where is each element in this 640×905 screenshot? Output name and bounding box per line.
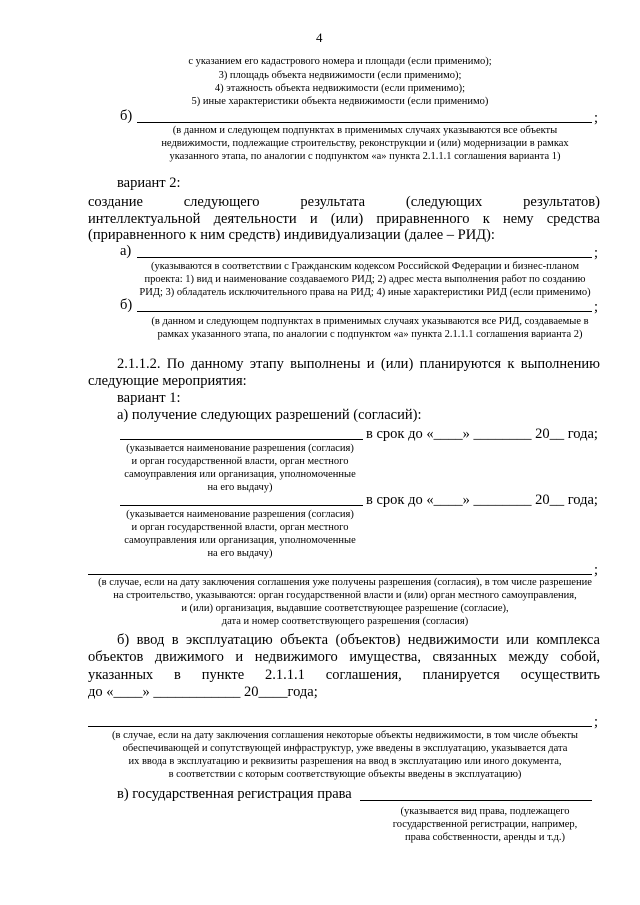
permit-2-note-1: (указывается наименование разрешения (согласия) [126, 509, 354, 520]
word: выполнены [290, 356, 361, 372]
word: собой, [560, 649, 600, 665]
variant-2-b-end: ; [594, 299, 599, 315]
word: По [166, 356, 185, 372]
word: объекта [280, 632, 329, 648]
word: эксплуатацию [185, 632, 273, 648]
permit-2-fill-line [120, 505, 363, 506]
registration-note-1: (указывается вид права, подлежащего [400, 806, 570, 817]
commissioning-note-2: обеспечивающей и сопутствующей инфраструктур, уже введены в эксплуатацию, указывается дата [122, 743, 568, 754]
permits-obtained-end: ; [594, 562, 599, 578]
permits-obtained-note-1: (в случае, если на дату заключения соглашения уже получены разрешения (согласия), в том числе разрешение [98, 577, 592, 588]
registration-note-2: государственной регистрации, например, [392, 819, 578, 830]
commissioning-line-2 [88, 650, 600, 665]
word: между [508, 649, 549, 665]
word: выполнению [520, 356, 600, 372]
word: (или) [330, 211, 364, 227]
permit-2-deadline: в срок до «____» ________ 20__ года; [366, 492, 598, 508]
word: (или) [380, 356, 414, 372]
word: создание [88, 194, 143, 210]
word: имущества, [349, 649, 421, 665]
item-b-note-2: недвижимости, подлежащие строительству, реконструкции и (или) модернизации в рамках [161, 138, 569, 149]
word: или [506, 632, 529, 648]
word: 2.1.1.1 [265, 667, 305, 683]
word: следующего [183, 194, 260, 210]
permit-2-note-4: на его выдачу) [207, 548, 273, 559]
variant-2-b-note-2: рамках указанного этапа, по аналогии с подпунктом «а» пункта 2.1.1.1 соглашения варианта 2) [157, 329, 583, 340]
variant-2-heading: вариант 2: [117, 175, 181, 191]
variant-2-a-fill-line [137, 257, 592, 258]
word: комплекса [536, 632, 600, 648]
permits-obtained-note-2: на строительство, указываются: орган государственной власти и (или) орган местного самоуправления, [113, 590, 577, 601]
top-note-4: 5) иные характеристики объекта недвижимости (если применимо) [191, 96, 489, 107]
item-b-end: ; [594, 110, 599, 126]
commissioning-line-4: до «____» ____________ 20____года; [88, 684, 318, 700]
permit-1-fill-line [120, 439, 363, 440]
permits-obtained-note-3: и (или) организация, выдавшие соответствующее разрешение (согласие), [181, 603, 509, 614]
variant-2-a-note-3: РИД; 3) обладатель исключительного права на РИД; 4) иные характеристики РИД (если применимо) [139, 287, 591, 298]
word: нему [502, 211, 534, 227]
variant-2-b-label: б) [120, 297, 133, 313]
word: планируется [422, 667, 500, 683]
word: планируются [419, 356, 502, 372]
word: (следующих [405, 194, 483, 210]
section-2112-line-2: следующие мероприятия: [88, 373, 247, 389]
variant-2-a-label: а) [120, 243, 132, 259]
commissioning-note-4: в соответствии с которым соответствующие объекты введены в эксплуатацию) [168, 769, 522, 780]
word: указанных [88, 667, 154, 683]
word: недвижимости [407, 632, 499, 648]
word: ввод [136, 632, 165, 648]
variant-2-line-2 [88, 212, 600, 227]
item-b-note-3: указанного этапа, по аналогии с подпунктом «а» пункта 2.1.1.1 соглашения варианта 1) [169, 151, 561, 162]
commissioning-note-3: их ввода в эксплуатацию и реквизиты разрешения на ввод в эксплуатацию или иного документа, [128, 756, 562, 767]
word: б) [117, 632, 130, 648]
commissioning-fill-line [88, 726, 592, 727]
word: связанных [432, 649, 497, 665]
word: объектов [88, 649, 144, 665]
word: движимого [154, 649, 224, 665]
permits-heading: а) получение следующих разрешений (согласий): [117, 407, 422, 423]
word: деятельности [213, 211, 297, 227]
registration-fill-line [360, 800, 592, 801]
permit-2-note-2: и орган государственной власти, орган местного [131, 522, 349, 533]
word: и [235, 649, 244, 665]
word: и [366, 356, 375, 372]
commissioning-line-1 [117, 633, 600, 648]
word: средства [546, 211, 600, 227]
word: данному [190, 356, 244, 372]
word: (объектов) [335, 632, 401, 648]
commissioning-note-1: (в случае, если на дату заключения соглашения некоторые объекты недвижимости, в том числе объекты [112, 730, 578, 741]
word: 2.1.1.2. [117, 356, 161, 372]
item-b-fill-line [137, 122, 592, 123]
variant-1-heading: вариант 1: [117, 390, 181, 406]
page-number: 4 [316, 30, 323, 45]
permit-1-deadline: в срок до «____» ________ 20__ года; [366, 426, 598, 442]
variant-2-a-note-1: (указываются в соответствии с Гражданским кодексом Российской Федерации и бизнес-планом [150, 261, 580, 272]
word: в [171, 632, 179, 648]
word: в [174, 667, 181, 683]
word: приравненного [376, 211, 470, 227]
word: результата [300, 194, 366, 210]
word: к [482, 211, 490, 227]
word: пункте [201, 667, 245, 683]
item-b-note-1: (в данном и следующем подпунктах в применимых случаях указываются все объекты [172, 125, 558, 136]
variant-2-b-note-1: (в данном и следующем подпунктах в применимых случаях указываются все РИД, создаваемые в [151, 316, 589, 327]
permits-obtained-note-4: дата и номер соответствующего разрешения (согласия) [221, 616, 469, 627]
permit-1-note-4: на его выдачу) [207, 482, 273, 493]
variant-2-line-1 [88, 195, 600, 210]
permits-obtained-fill-line [88, 574, 592, 575]
top-note-2: 3) площадь объекта недвижимости (если применимо); [218, 70, 462, 81]
section-2112-line-1 [117, 357, 600, 372]
variant-2-line-3: (приравненного к ним средств) индивидуализации (далее – РИД): [88, 227, 495, 243]
permit-1-note-1: (указывается наименование разрешения (согласия) [126, 443, 354, 454]
registration-heading: в) государственная регистрация права [117, 786, 352, 802]
variant-2-b-fill-line [137, 311, 592, 312]
top-note-3: 4) этажность объекта недвижимости (если применимо); [214, 83, 466, 94]
word: недвижимого [254, 649, 338, 665]
commissioning-line-3 [88, 668, 600, 683]
word: осуществить [520, 667, 600, 683]
word: и [309, 211, 318, 227]
permit-1-note-3: самоуправления или организация, уполномоченные [124, 469, 356, 480]
item-b-label: б) [120, 108, 133, 124]
commissioning-end: ; [594, 714, 599, 730]
variant-2-a-note-2: проекта: 1) вид и наименование создаваемого РИД; 2) адрес места выполнения работ по созданию [144, 274, 586, 285]
registration-note-3: права собственности, аренды и т.д.) [405, 832, 565, 843]
word: этапу [249, 356, 284, 372]
word: к [507, 356, 515, 372]
word: интеллектуальной [88, 211, 201, 227]
top-note-1: с указанием его кадастрового номера и площади (если применимо); [188, 56, 492, 67]
permit-2-note-3: самоуправления или организация, уполномоченные [124, 535, 356, 546]
word: соглашения, [325, 667, 402, 683]
permit-1-note-2: и орган государственной власти, орган местного [131, 456, 349, 467]
variant-2-a-end: ; [594, 245, 599, 261]
word: результатов) [523, 194, 600, 210]
